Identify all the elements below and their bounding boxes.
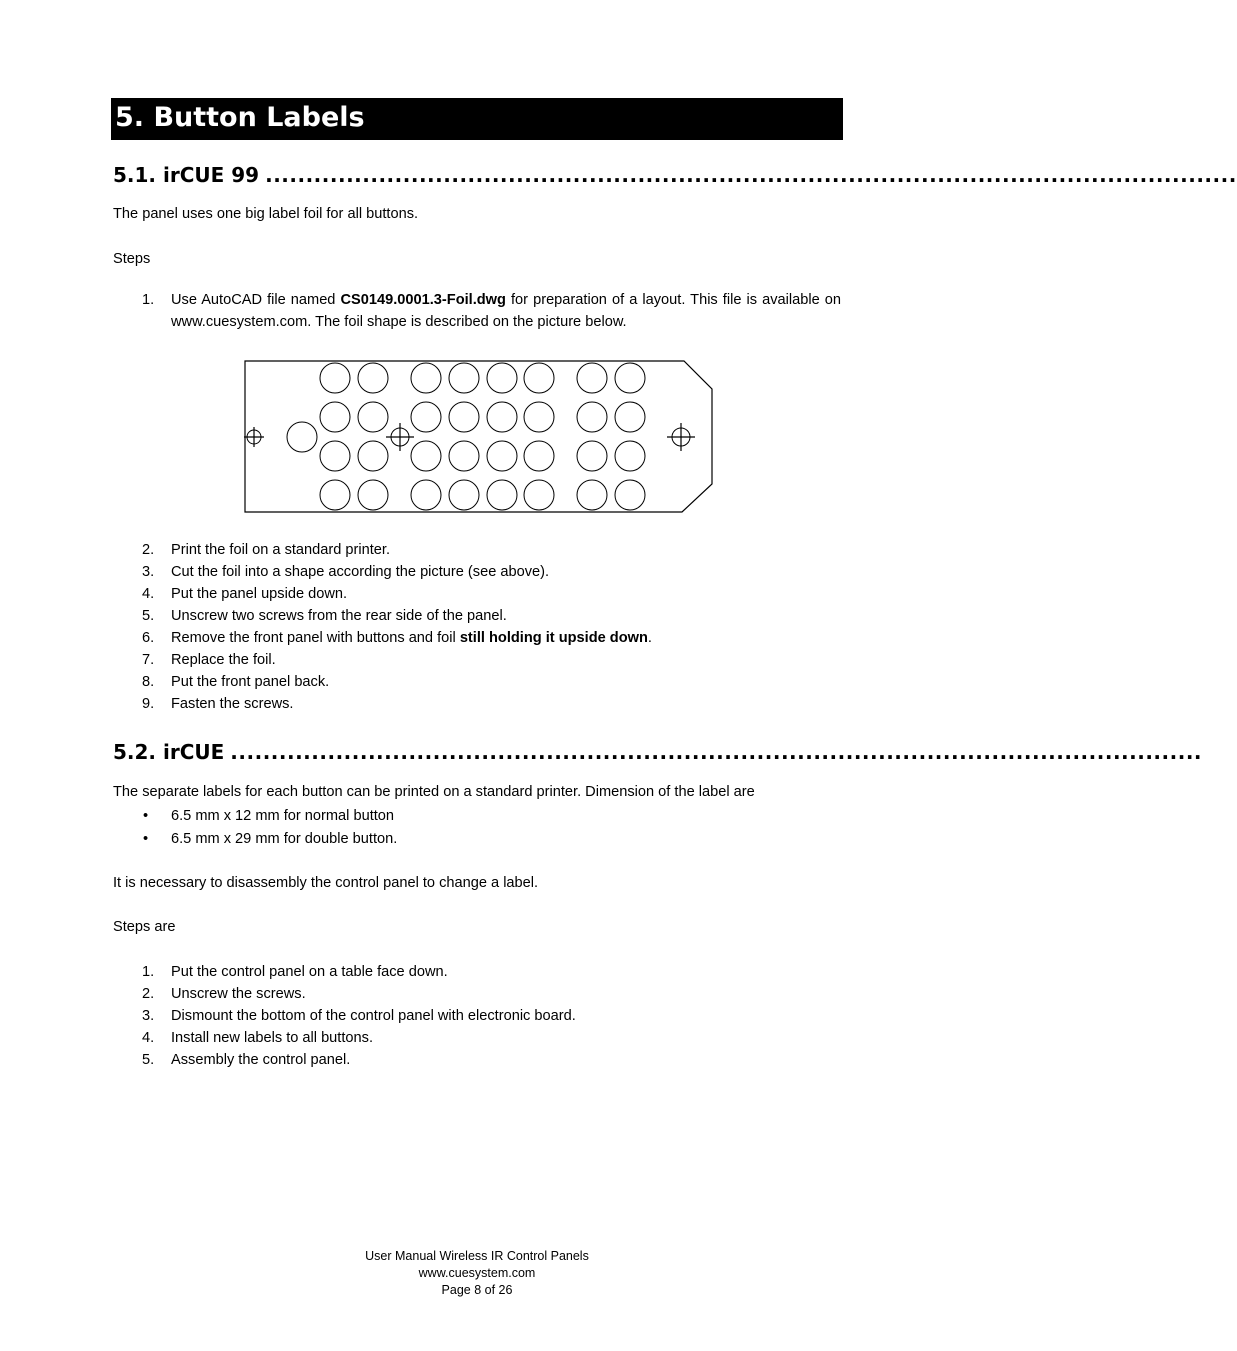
foil-outline: [245, 361, 712, 512]
footer-title: User Manual Wireless IR Control Panels: [365, 1249, 589, 1263]
button-position: [320, 480, 350, 510]
list-text: Remove the front panel with buttons and foil still holding it upside down.: [171, 630, 652, 646]
step-text: Use AutoCAD file named: [171, 292, 341, 308]
button-position: [615, 441, 645, 471]
button-position: [411, 480, 441, 510]
list-item: [113, 1027, 841, 1049]
button-position: [358, 480, 388, 510]
button-position: [358, 402, 388, 432]
list-number: 1.: [142, 292, 155, 308]
footer-url: www.cuesystem.com: [418, 1266, 536, 1280]
list-item: [113, 583, 841, 605]
button-position: [524, 363, 554, 393]
dot-leader: ........................................................................................................................: [265, 163, 1237, 187]
button-position: [358, 363, 388, 393]
list-text: Put the front panel back.: [171, 674, 330, 690]
button-position: [487, 363, 517, 393]
list-text: Install new labels to all buttons.: [171, 1030, 373, 1046]
list-number: 4.: [142, 1030, 155, 1046]
paragraph: The panel uses one big label foil for all buttons.: [113, 206, 419, 222]
list-item: [113, 983, 841, 1005]
list-text: Put the control panel on a table face down.: [171, 964, 448, 980]
bullet-mark: •: [143, 831, 149, 847]
list-text: Unscrew two screws from the rear side of the panel.: [171, 608, 507, 624]
emphasis-text: still holding it upside down: [459, 630, 648, 646]
foil-shape-diagram: [240, 356, 718, 518]
chapter-title: 5. Button Labels: [111, 98, 843, 140]
step-list: [113, 539, 841, 715]
button-position: [449, 441, 479, 471]
list-item: [113, 1049, 841, 1071]
steps-label: Steps: [113, 251, 151, 267]
list-item: [113, 289, 841, 333]
list-number: 5.: [142, 1052, 155, 1068]
list-number: 3.: [142, 564, 155, 580]
list-number: 3.: [142, 1008, 155, 1024]
step-list: [113, 289, 841, 333]
steps-label: Steps are: [113, 919, 176, 935]
button-position: [487, 441, 517, 471]
list-text: Assembly the control panel.: [171, 1052, 351, 1068]
button-position: [449, 480, 479, 510]
button-position: [524, 441, 554, 471]
paragraph: The separate labels for each button can be printed on a standard printer. Dimension of the label are: [113, 784, 755, 800]
section-title: 5.1. irCUE 99: [113, 163, 260, 187]
button-position: [411, 402, 441, 432]
list-text: Put the panel upside down.: [171, 586, 348, 602]
button-position: [615, 402, 645, 432]
button-position: [449, 402, 479, 432]
list-text: Dismount the bottom of the control panel with electronic board.: [171, 1008, 576, 1024]
list-number: 2.: [142, 986, 155, 1002]
list-number: 8.: [142, 674, 155, 690]
crosshair-mark-right: [667, 423, 695, 451]
button-position: [358, 441, 388, 471]
list-text: Print the foil on a standard printer.: [171, 542, 391, 558]
list-text: Unscrew the screws.: [171, 986, 306, 1002]
button-position: [449, 363, 479, 393]
list-text: 6.5 mm x 29 mm for double button.: [171, 831, 398, 847]
paragraph: It is necessary to disassembly the control panel to change a label.: [113, 875, 539, 891]
list-item: [113, 693, 841, 715]
single-button: [287, 422, 317, 452]
button-position: [524, 402, 554, 432]
button-position: [487, 402, 517, 432]
list-number: 4.: [142, 586, 155, 602]
list-item: [113, 605, 841, 627]
button-position: [487, 480, 517, 510]
button-position: [320, 402, 350, 432]
footer-page-number: Page 8 of 26: [441, 1283, 513, 1297]
button-position: [411, 363, 441, 393]
list-number: 5.: [142, 608, 155, 624]
step-text: for preparation of a layout. This file is available on www.cuesystem.com. The foil shape is described on the picture below.: [171, 292, 841, 330]
list-item: [113, 1005, 841, 1027]
bullet-list: [113, 805, 841, 850]
list-number: 9.: [142, 696, 155, 712]
list-item: [113, 627, 841, 649]
button-position: [577, 480, 607, 510]
list-text: [171, 289, 841, 333]
dot-leader: ........................................................................................................................: [230, 740, 1203, 764]
list-item: [113, 539, 841, 561]
list-number: 7.: [142, 652, 155, 668]
button-position: [320, 441, 350, 471]
button-position: [320, 363, 350, 393]
section-heading-ircue99: [113, 163, 1237, 187]
list-item: [113, 961, 841, 983]
list-item: [113, 561, 841, 583]
list-text: Cut the foil into a shape according the picture (see above).: [171, 564, 550, 580]
file-name: CS0149.0001.3-Foil.dwg: [340, 292, 506, 308]
button-position: [524, 480, 554, 510]
crosshair-mark-left: [244, 427, 264, 447]
list-item: [113, 671, 841, 693]
list-number: 6.: [142, 630, 155, 646]
list-number: 2.: [142, 542, 155, 558]
list-text: Replace the foil.: [171, 652, 276, 668]
button-position: [615, 363, 645, 393]
list-item: [113, 828, 841, 850]
button-position: [577, 402, 607, 432]
button-position: [411, 441, 441, 471]
list-text: Fasten the screws.: [171, 696, 294, 712]
button-position: [577, 441, 607, 471]
list-item: [113, 805, 841, 827]
list-item: [113, 649, 841, 671]
list-text: 6.5 mm x 12 mm for normal button: [171, 808, 395, 824]
bullet-mark: •: [143, 808, 149, 824]
crosshair-mark-center: [386, 423, 414, 451]
button-position: [615, 480, 645, 510]
button-position: [577, 363, 607, 393]
list-number: 1.: [142, 964, 155, 980]
step-list: [113, 961, 841, 1071]
section-title: 5.2. irCUE: [113, 740, 225, 764]
section-heading-ircue: [113, 740, 1203, 764]
